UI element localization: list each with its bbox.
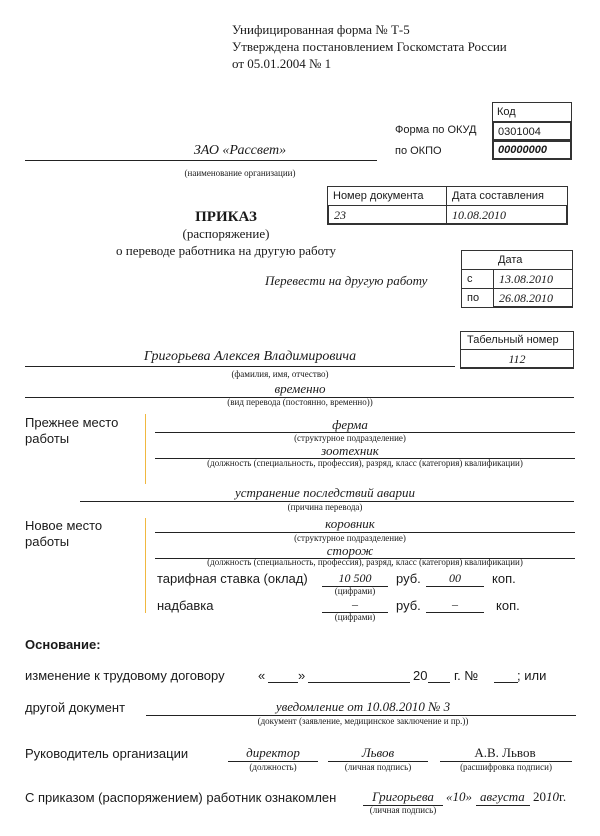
other-document-label: другой документ: [25, 700, 126, 715]
acknowledgement-label: С приказом (распоряжением) работник ознакомлен: [25, 790, 337, 805]
transfer-from-label: с: [461, 269, 494, 289]
head-signature: Львов: [361, 745, 395, 760]
previous-place-bracket: [145, 414, 146, 484]
contract-quote-close: »: [298, 668, 306, 683]
employee-name-line: [25, 366, 455, 367]
rate-rub-unit: руб.: [396, 571, 421, 586]
head-position-caption: (должность): [249, 762, 297, 772]
bonus-kop-unit: коп.: [496, 598, 520, 613]
bonus-digits-caption: (цифрами): [334, 612, 376, 622]
previous-position-caption: (должность (специальность, профессия), разряд, класс (категория) квалификации): [207, 458, 523, 468]
okud-label: Форма по ОКУД: [395, 124, 477, 136]
bonus-kop-line: [426, 612, 484, 613]
doc-number-header: Номер документа: [327, 186, 447, 206]
transfer-from-value: 13.08.2010: [493, 269, 573, 289]
okpo-label: по ОКПО: [395, 145, 442, 157]
contract-day-line: [268, 682, 298, 683]
approval-date: от 05.01.2004 № 1: [232, 56, 332, 71]
rate-label: тарифная ставка (оклад): [157, 571, 308, 586]
organization-caption: (наименование организации): [184, 168, 296, 178]
okpo-value-cell: 00000000: [492, 140, 572, 160]
previous-place-label-2: работы: [25, 431, 70, 446]
new-department: коровник: [325, 516, 375, 531]
new-department-caption: (структурное подразделение): [294, 533, 406, 543]
contract-change-text: изменение к трудовому договору: [25, 668, 225, 683]
contract-year-line: [428, 682, 450, 683]
head-decoded-caption: (расшифровка подписи): [460, 762, 552, 772]
organization-name: ЗАО «Рассвет»: [193, 143, 287, 158]
basis-title: Основание:: [25, 637, 101, 652]
doc-date-value: 10.08.2010: [446, 205, 568, 225]
ack-year-prefix: 20: [533, 789, 546, 804]
ack-day-close: »: [465, 789, 472, 804]
new-place-bracket: [145, 518, 146, 613]
ack-day-open: «: [446, 789, 453, 804]
bonus-label: надбавка: [157, 598, 214, 613]
bonus-rub-unit: руб.: [396, 598, 421, 613]
acknowledgement-caption: (личная подпись): [369, 805, 437, 815]
contract-number-label: г. №: [454, 668, 479, 683]
acknowledgement-month-line: [476, 805, 530, 806]
previous-department-caption: (структурное подразделение): [294, 433, 406, 443]
new-position: сторож: [326, 543, 374, 558]
transfer-reason-caption: (причина перевода): [287, 502, 363, 512]
acknowledgement-signature: Григорьева: [372, 789, 434, 804]
head-label: Руководитель организации: [25, 746, 189, 761]
transfer-date-header: Дата: [461, 250, 573, 270]
ack-year-value: 10: [546, 789, 559, 804]
transfer-text: Перевести на другую работу: [265, 273, 428, 288]
acknowledgement-year: [533, 789, 566, 805]
employee-name-caption: (фамилия, имя, отчество): [231, 369, 329, 379]
contract-month-line: [308, 682, 410, 683]
rate-digits-caption: (цифрами): [334, 586, 376, 596]
contract-quote-open: «: [258, 668, 266, 683]
head-decoded-name: А.В. Львов: [474, 745, 536, 760]
bonus-kop-value: –: [452, 597, 458, 611]
code-header-cell: Код: [492, 102, 572, 122]
rate-kop-line: [426, 586, 484, 587]
transfer-to-value: 26.08.2010: [493, 288, 573, 308]
new-place-label-2: работы: [25, 534, 70, 549]
previous-department: ферма: [332, 417, 368, 432]
head-signature-caption: (личная подпись): [344, 762, 412, 772]
acknowledgement-month: августа: [480, 789, 525, 804]
order-title: ПРИКАЗ: [195, 209, 257, 225]
transfer-reason: устранение последствий аварии: [234, 485, 415, 500]
acknowledgement-day: [446, 789, 472, 805]
transfer-type-caption: (вид перевода (постоянно, временно)): [227, 397, 373, 407]
employee-name: Григорьева Алексея Владимировича: [143, 349, 357, 364]
contract-or: ; или: [517, 668, 547, 683]
order-subtitle: (распоряжение): [182, 226, 270, 241]
head-position: директор: [246, 745, 300, 760]
contract-number-line: [494, 682, 518, 683]
order-subject: о переводе работника на другую работу: [116, 243, 336, 258]
transfer-to-label: по: [461, 288, 494, 308]
ack-day-value: 10: [452, 789, 466, 804]
organization-line: [25, 160, 377, 161]
rate-rub-value: 10 500: [338, 571, 372, 585]
other-document-caption: (документ (заявление, медицинское заключение и пр.)): [257, 716, 469, 726]
contract-year-prefix: 20: [413, 668, 428, 683]
approval-line: Утверждена постановлением Госкомстата России: [232, 39, 507, 54]
okud-value-cell: 0301004: [492, 121, 572, 141]
previous-position: зоотехник: [321, 443, 379, 458]
tab-number-value: 112: [460, 349, 574, 369]
new-position-caption: (должность (специальность, профессия), разряд, класс (категория) квалификации): [207, 557, 523, 567]
doc-number-value: 23: [327, 205, 447, 225]
rate-kop-unit: коп.: [492, 571, 516, 586]
bonus-rub-value: –: [352, 597, 358, 611]
new-place-label: Новое место: [25, 518, 103, 533]
previous-place-label: Прежнее место: [25, 415, 119, 430]
form-number: Унифицированная форма № Т-5: [232, 22, 410, 37]
other-document-value: уведомление от 10.08.2010 № 3: [275, 699, 451, 714]
doc-date-header: Дата составления: [446, 186, 568, 206]
rate-kop-value: 00: [449, 571, 461, 585]
tab-number-header: Табельный номер: [460, 331, 574, 350]
ack-year-suffix: г.: [559, 789, 567, 804]
transfer-type: временно: [274, 381, 326, 396]
